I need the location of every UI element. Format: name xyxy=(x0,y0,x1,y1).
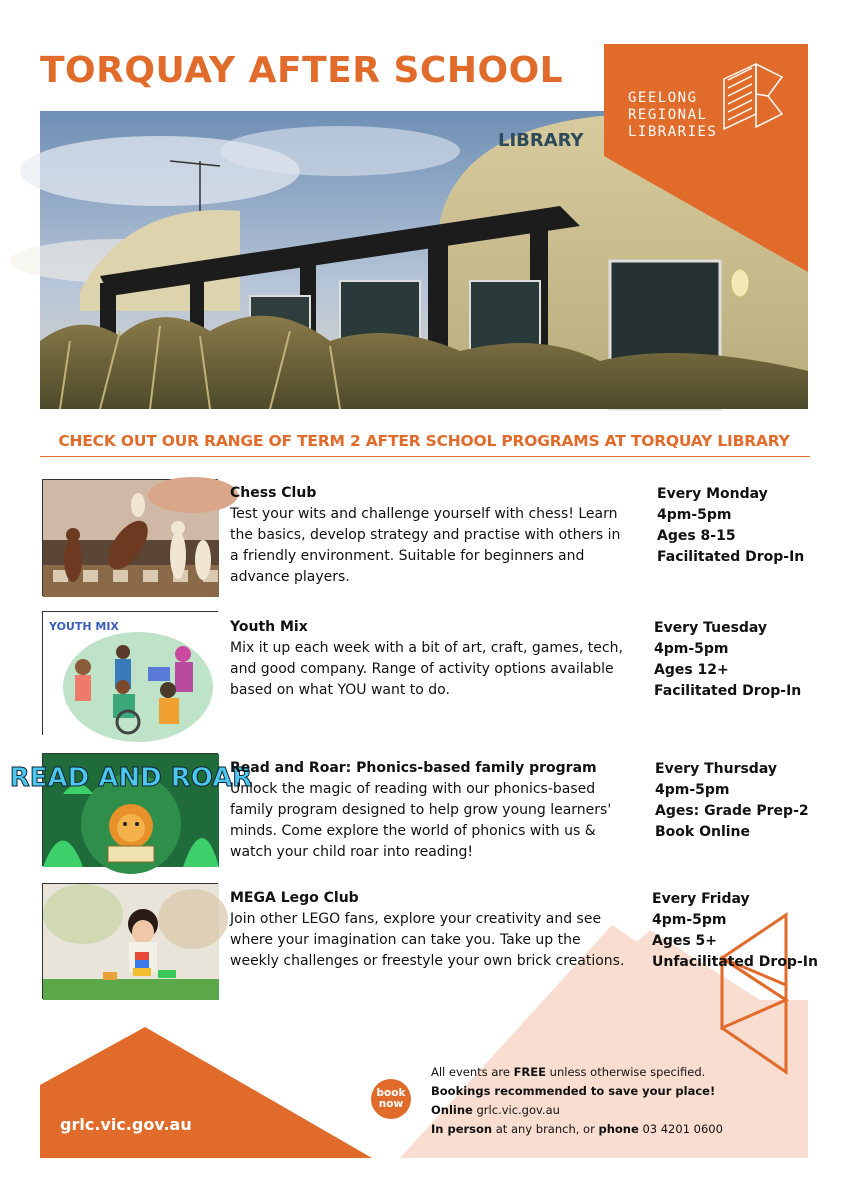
book-now-line-1: book xyxy=(376,1087,406,1099)
program-format: Book Online xyxy=(655,824,751,840)
program-title-lego: MEGA Lego Club xyxy=(230,890,359,906)
logo-line-1: GEELONG xyxy=(628,90,698,106)
page-title: TORQUAY AFTER SCHOOL xyxy=(40,50,564,91)
book-now-badge[interactable] xyxy=(371,1079,411,1119)
program-day: Every Monday xyxy=(657,486,768,502)
program-description-read-and-roar: Unlock the magic of reading with our phonics-based family program designed to help grow young learners' minds. Come explore the world of phonics with us & watch your child roar into reading! xyxy=(230,781,612,860)
section-divider xyxy=(40,456,810,457)
logo-wordmark xyxy=(628,90,717,141)
program-time: 4pm-5pm xyxy=(655,782,730,798)
program-day: Every Friday xyxy=(652,891,750,907)
program-schedule-youth-mix xyxy=(654,618,801,702)
read-and-roar-image xyxy=(9,753,253,866)
program-title-youth-mix: Youth Mix xyxy=(230,619,308,635)
in-person-booking: In person at any branch, or phone 03 4201 0600 xyxy=(431,1122,723,1136)
program-schedule-lego xyxy=(652,889,818,973)
booking-recommendation: Bookings recommended to save your place! xyxy=(431,1084,716,1098)
free-notice: All events are FREE unless otherwise specified. xyxy=(431,1065,706,1079)
website-link[interactable]: grlc.vic.gov.au xyxy=(60,1115,192,1134)
program-ages: Ages: Grade Prep-2 xyxy=(655,803,809,819)
program-title-chess: Chess Club xyxy=(230,485,317,501)
program-time: 4pm-5pm xyxy=(654,641,729,657)
read-and-roar-image-label: READ AND ROAR xyxy=(9,763,253,793)
program-time: 4pm-5pm xyxy=(657,507,732,523)
section-heading: CHECK OUT OUR RANGE OF TERM 2 AFTER SCHOOL PROGRAMS AT TORQUAY LIBRARY xyxy=(58,432,790,450)
program-description-youth-mix: Mix it up each week with a bit of art, craft, games, tech, and good company. Range of activity options available based on what YOU want to do. xyxy=(230,640,623,698)
program-schedule-chess xyxy=(657,484,804,568)
program-schedule-read-and-roar xyxy=(655,759,809,843)
booking-info xyxy=(431,1063,723,1139)
logo-line-2: REGIONAL xyxy=(628,107,708,123)
program-description-lego: Join other LEGO fans, explore your creativity and see where your imagination can take you. Take up the weekly challenges or freestyle your own brick creations. xyxy=(230,911,625,969)
program-format: Facilitated Drop-In xyxy=(657,549,805,565)
youth-mix-image-label: YOUTH MIX xyxy=(49,620,119,633)
library-sign: LIBRARY xyxy=(498,130,584,151)
chess-club-image xyxy=(42,479,218,596)
program-format: Unfacilitated Drop-In xyxy=(652,954,818,970)
logo-line-3: LIBRARIES xyxy=(628,124,718,140)
program-day: Every Tuesday xyxy=(654,620,768,636)
book-now-line-2: now xyxy=(378,1098,404,1110)
program-ages: Ages 12+ xyxy=(654,662,729,678)
program-ages: Ages 8-15 xyxy=(657,528,736,544)
youth-mix-image xyxy=(42,611,218,735)
program-time: 4pm-5pm xyxy=(652,912,727,928)
program-title-read-and-roar: Read and Roar: Phonics-based family program xyxy=(230,760,597,776)
program-format: Facilitated Drop-In xyxy=(654,683,802,699)
logo-panel xyxy=(604,44,808,272)
lego-club-image xyxy=(42,883,218,999)
online-booking: Online grlc.vic.gov.au xyxy=(431,1103,560,1117)
program-ages: Ages 5+ xyxy=(652,933,718,949)
program-description-chess: Test your wits and challenge yourself with chess! Learn the basics, develop strategy and practise with others in a friendly environment. Suitable for beginners and advance players. xyxy=(230,506,621,585)
program-day: Every Thursday xyxy=(655,761,777,777)
